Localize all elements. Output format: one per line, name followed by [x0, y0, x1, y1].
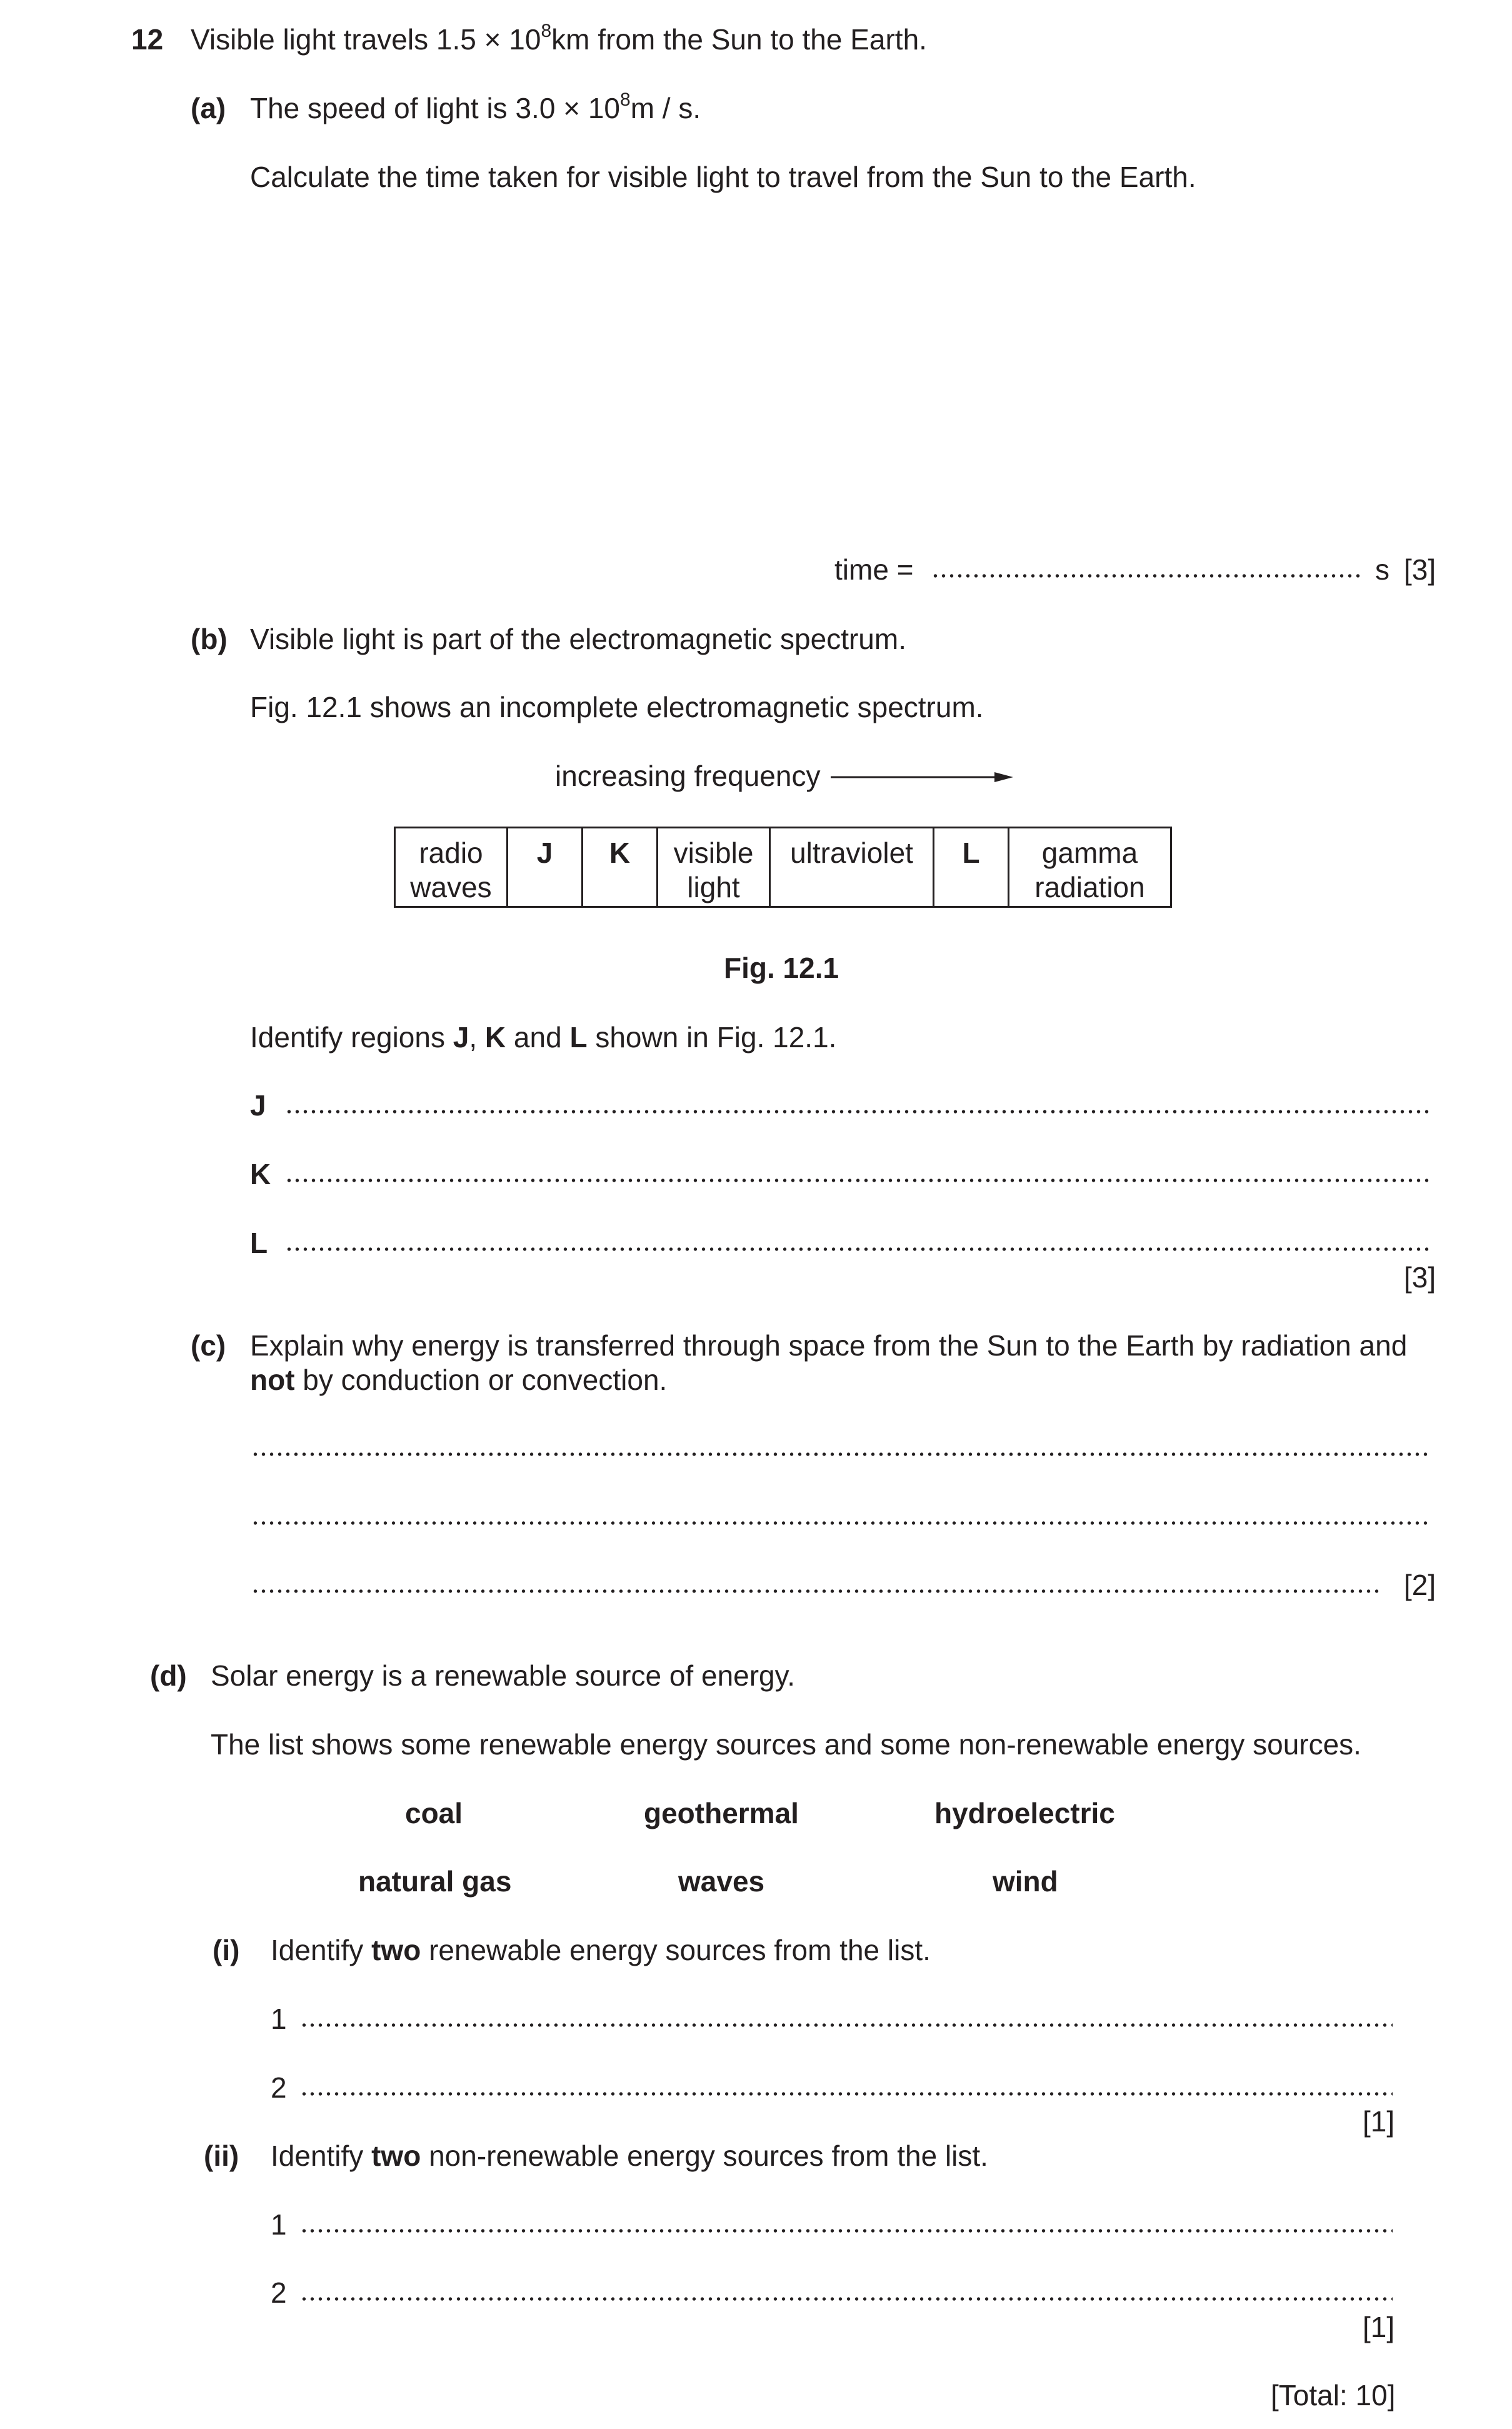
- source-natural-gas: natural gas: [358, 1865, 512, 1898]
- part-b-intro: Visible light is part of the electromagnetic spectrum.: [250, 623, 906, 655]
- arrow-label: increasing frequency: [555, 760, 821, 792]
- d-ii-answer-label-2: 2: [271, 2276, 287, 2309]
- stem-text-post: km from the Sun to the Earth.: [551, 23, 927, 56]
- answer-line-c1[interactable]: [251, 1452, 1431, 1457]
- d-i-answer-line-1[interactable]: [300, 2023, 1393, 2028]
- cell-line1: ultraviolet: [790, 837, 913, 869]
- identify-text-post: shown in Fig. 12.1.: [587, 1021, 837, 1054]
- source-coal: coal: [405, 1797, 463, 1829]
- part-c-text-rest: by conduction or convection.: [294, 1364, 668, 1396]
- identify-text: Identify regions: [250, 1021, 453, 1054]
- figure-caption: Fig. 12.1: [724, 952, 839, 984]
- part-c-text-line1: Explain why energy is transferred through space from the Sun to the Earth by radiation and: [250, 1329, 1408, 1362]
- source-waves: waves: [678, 1865, 765, 1898]
- em-spectrum-table: [394, 827, 1172, 908]
- part-d-i-label: (i): [213, 1934, 240, 1966]
- d-i-pre: Identify: [271, 1934, 372, 1966]
- identify-j: J: [453, 1021, 469, 1054]
- figure-intro: Fig. 12.1 shows an incomplete electromagnetic spectrum.: [250, 691, 984, 723]
- d-i-answer-line-2[interactable]: [300, 2091, 1393, 2096]
- arrow-right-icon: [828, 768, 1016, 787]
- cell-line1: J: [536, 837, 553, 869]
- part-a-instruction: Calculate the time taken for visible light to travel from the Sun to the Earth.: [250, 161, 1196, 193]
- identify-instruction: [250, 1023, 836, 1052]
- answer-line-c2[interactable]: [251, 1521, 1431, 1526]
- part-d-i-marks: [1]: [1363, 2105, 1395, 2138]
- cell-line1: K: [609, 837, 631, 869]
- spectrum-cell-ultraviolet: [770, 828, 934, 907]
- stem-exponent: 8: [541, 21, 552, 41]
- d-i-bold: two: [371, 1934, 421, 1966]
- part-d-list-intro: The list shows some renewable energy sources and some non-renewable energy sources.: [211, 1728, 1361, 1761]
- part-b-label: (b): [191, 623, 228, 655]
- d-ii-pre: Identify: [271, 2140, 372, 2172]
- answer-line-k[interactable]: [285, 1178, 1431, 1183]
- part-d-intro: Solar energy is a renewable source of energy.: [211, 1659, 796, 1692]
- part-c-label: (c): [191, 1329, 226, 1362]
- answer-line-j[interactable]: [285, 1109, 1431, 1114]
- identify-sep: ,: [469, 1021, 485, 1054]
- cell-line2: light: [687, 871, 740, 903]
- source-geothermal: geothermal: [644, 1797, 799, 1829]
- part-d-ii-text: [271, 2141, 988, 2170]
- cell-line1: radio: [419, 837, 483, 869]
- cell-line1: L: [962, 837, 980, 869]
- part-d-ii-label: (ii): [204, 2140, 239, 2172]
- d-i-post: renewable energy sources from the list.: [421, 1934, 931, 1966]
- part-a-speed: [250, 89, 701, 124]
- time-answer-label: time =: [834, 553, 914, 586]
- d-i-answer-label-1: 1: [271, 2003, 287, 2035]
- part-c-marks: [2]: [1404, 1569, 1436, 1601]
- part-a-marks: [3]: [1404, 553, 1436, 586]
- d-i-answer-label-2: 2: [271, 2071, 287, 2104]
- emphasis-not: not: [250, 1364, 295, 1396]
- d-ii-bold: two: [371, 2140, 421, 2172]
- d-ii-answer-line-2[interactable]: [300, 2296, 1393, 2301]
- spectrum-cell-k: [583, 828, 658, 907]
- cell-line1: gamma: [1041, 837, 1138, 869]
- answer-line-c3[interactable]: [251, 1589, 1383, 1594]
- question-number: 12: [131, 23, 164, 56]
- time-unit: s: [1375, 553, 1389, 586]
- cell-line2: radiation: [1034, 871, 1145, 903]
- spectrum-cell-visible-light: [658, 828, 770, 907]
- spectrum-cell-radio-waves: [395, 828, 508, 907]
- part-d-i-text: [271, 1936, 931, 1964]
- source-hydroelectric: hydroelectric: [934, 1797, 1115, 1829]
- part-a-label: (a): [191, 92, 226, 124]
- answer-label-j: J: [250, 1089, 266, 1122]
- total-marks: [Total: 10]: [1271, 2379, 1396, 2411]
- answer-label-l: L: [250, 1227, 268, 1259]
- answer-label-k: K: [250, 1158, 271, 1190]
- cell-line1: visible: [673, 837, 754, 869]
- stem-text-pre: Visible light travels 1.5 × 10: [191, 23, 541, 56]
- spectrum-cell-j: [508, 828, 583, 907]
- spectrum-cell-l: [934, 828, 1009, 907]
- part-b-marks: [3]: [1404, 1261, 1436, 1294]
- identify-l: L: [569, 1021, 588, 1054]
- question-stem: [191, 21, 927, 56]
- cell-line2: waves: [410, 871, 492, 903]
- speed-exponent: 8: [620, 89, 631, 110]
- part-d-label: (d): [150, 1659, 187, 1692]
- source-wind: wind: [993, 1865, 1058, 1898]
- d-ii-post: non-renewable energy sources from the list.: [421, 2140, 988, 2172]
- d-ii-answer-label-1: 1: [271, 2208, 287, 2241]
- identify-and: and: [506, 1021, 570, 1054]
- time-answer-line[interactable]: [931, 573, 1363, 578]
- identify-k: K: [484, 1021, 506, 1054]
- part-d-ii-marks: [1]: [1363, 2311, 1395, 2343]
- spectrum-cell-gamma-radiation: [1009, 828, 1171, 907]
- speed-text-pre: The speed of light is 3.0 × 10: [250, 92, 621, 124]
- answer-line-l[interactable]: [285, 1247, 1431, 1252]
- part-c-text-line2: [250, 1365, 667, 1394]
- d-ii-answer-line-1[interactable]: [300, 2228, 1393, 2233]
- speed-text-post: m / s.: [630, 92, 701, 124]
